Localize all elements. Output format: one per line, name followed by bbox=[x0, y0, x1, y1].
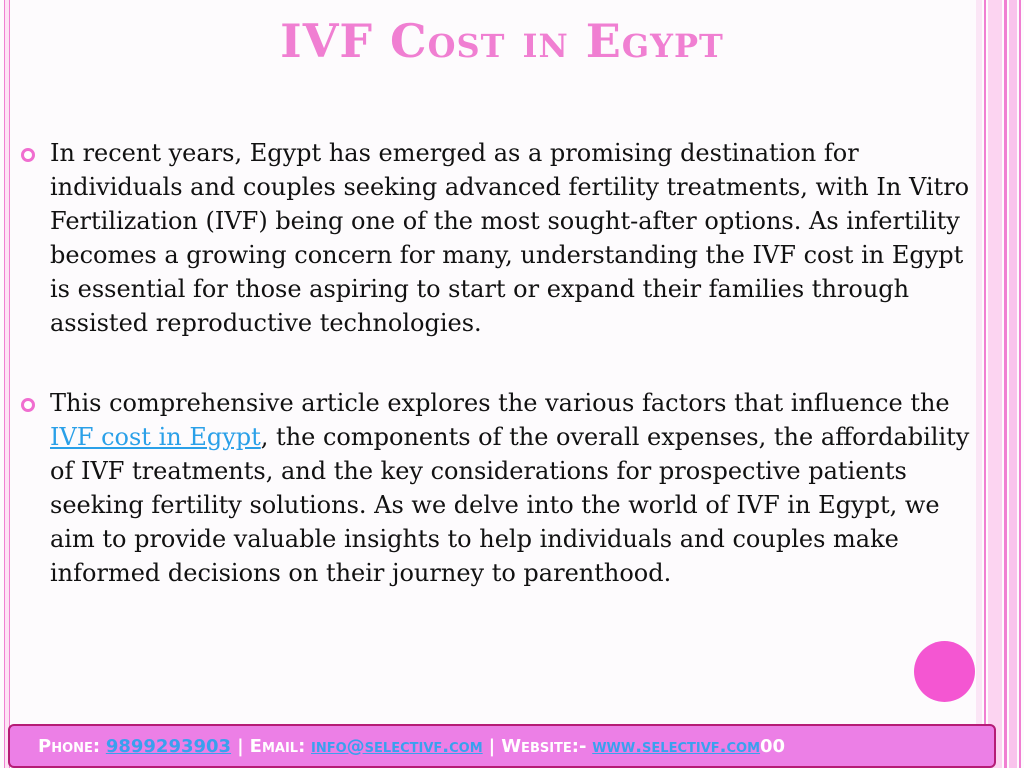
decorative-circle bbox=[914, 641, 975, 702]
phone-link[interactable]: 9899293903 bbox=[105, 735, 232, 757]
phone-label: Phone: bbox=[38, 735, 101, 757]
footer-suffix: 00 bbox=[760, 735, 786, 757]
footer-separator: | bbox=[488, 735, 496, 757]
ivf-cost-link[interactable]: IVF cost in Egypt bbox=[50, 423, 261, 451]
website-label: Website:- bbox=[501, 735, 587, 757]
bullet-list bbox=[18, 136, 988, 636]
email-link[interactable]: info@selectivf.com bbox=[311, 735, 483, 757]
bullet-text-after-link: , the components of the overall expenses, the affordability of IVF treatments, and the key considerations for prospective patients seeking fertility solutions. As we delve into the world of IVF in Egypt, we aim to provide valuable insights to help individuals and couples make informed decisions on their journey to parenthood. bbox=[50, 423, 970, 587]
left-border-decoration bbox=[4, 0, 10, 768]
footer-separator: | bbox=[237, 735, 244, 757]
bullet-item bbox=[18, 136, 988, 340]
website-link[interactable]: www.selectivf.com bbox=[592, 735, 761, 757]
contact-footer bbox=[8, 724, 996, 768]
bullet-circle-icon bbox=[21, 398, 35, 412]
bullet-text: In recent years, Egypt has emerged as a promising destination for individuals and couples seeking advanced fertility treatments, with In Vitro Fertilization (IVF) being one of the most sought-after options. As infertility becomes a growing concern for many, understanding the IVF cost in Egypt is essential for those aspiring to start or expand their families through assisted reproductive technologies. bbox=[50, 139, 970, 337]
slide-title: IVF Cost in Egypt bbox=[280, 14, 724, 68]
bullet-circle-icon bbox=[21, 148, 35, 162]
bullet-text-before-link: This comprehensive article explores the various factors that influence the bbox=[50, 389, 950, 417]
bullet-item bbox=[18, 386, 988, 590]
email-label: Email: bbox=[249, 735, 306, 757]
